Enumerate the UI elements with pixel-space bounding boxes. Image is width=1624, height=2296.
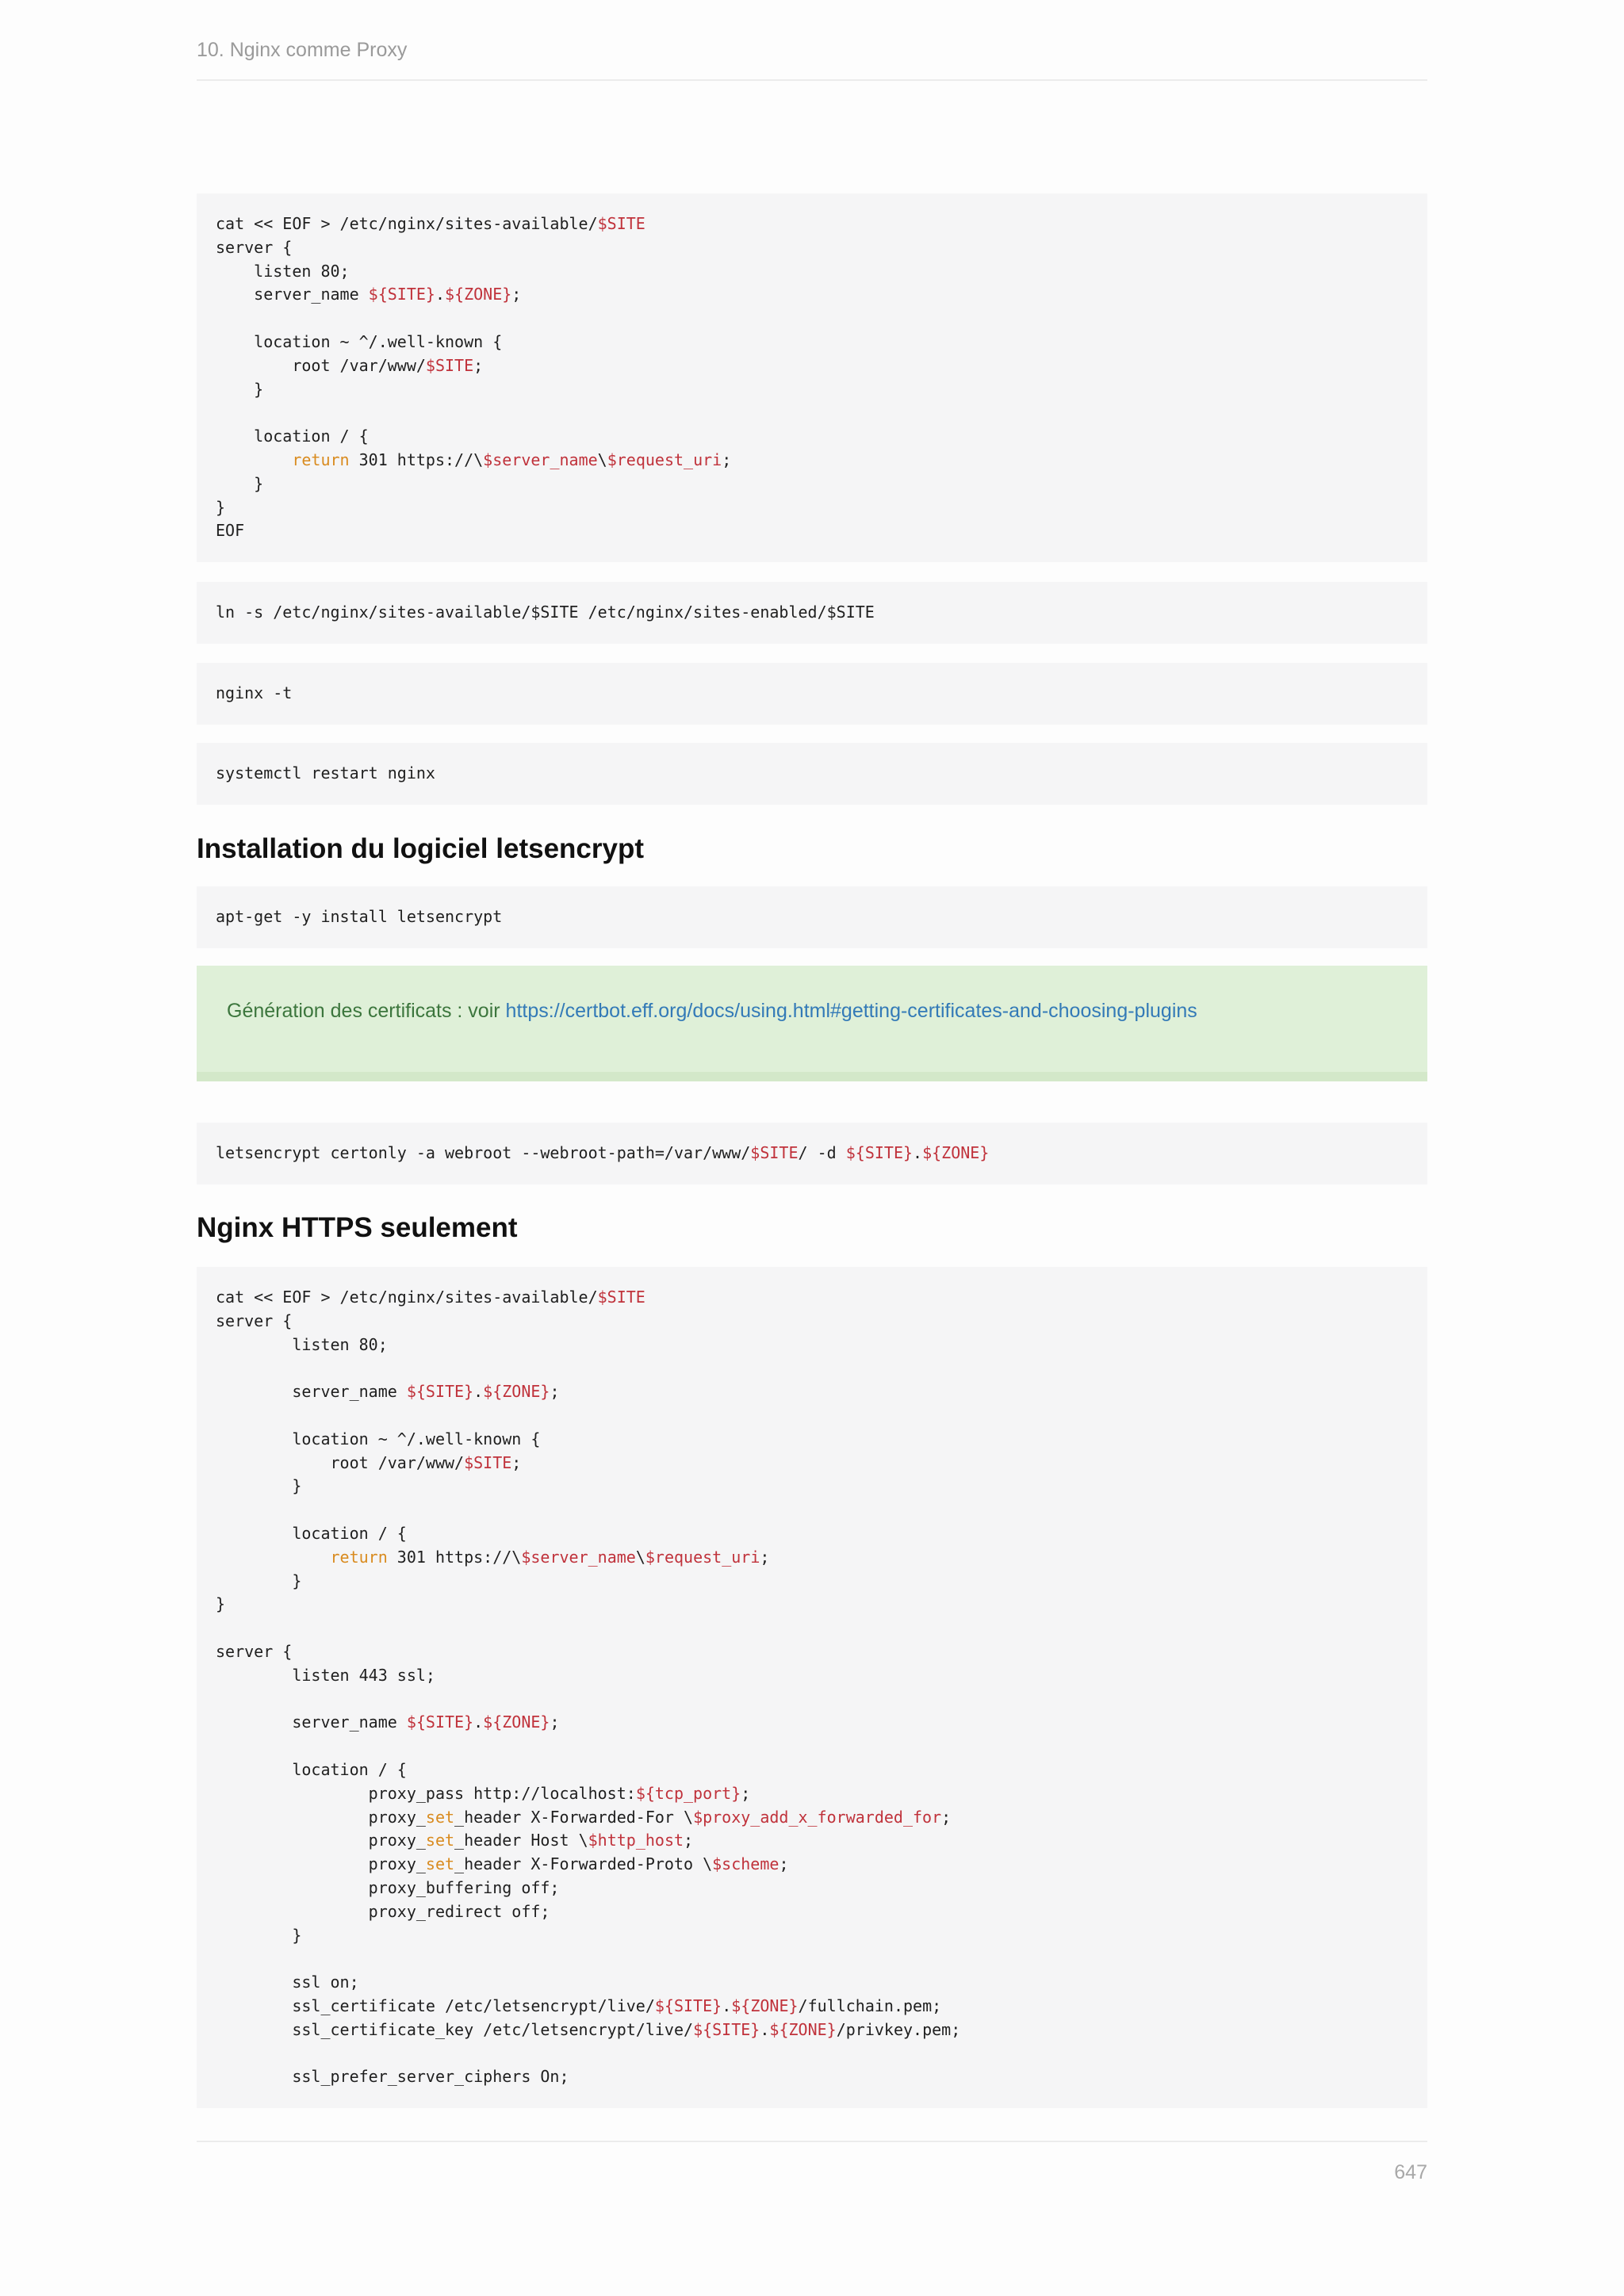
code-line <box>216 331 1408 354</box>
code-variable: ${SITE} <box>406 1712 474 1732</box>
code-text: location ~ ^/.well-known { <box>216 1429 541 1448</box>
code-text: ; <box>550 1712 560 1732</box>
code-line <box>216 1380 1408 1404</box>
code-text: 301 https://\ <box>387 1547 522 1567</box>
code-text: ; <box>511 285 522 304</box>
code-text: server { <box>216 1311 293 1330</box>
code-text: . <box>913 1143 923 1162</box>
code-text: cat << EOF > /etc/nginx/sites-available/ <box>216 1288 598 1307</box>
code-line <box>216 496 1408 520</box>
code-text: letsencrypt certonly -a webroot --webroot-path=/var/www/ <box>216 1143 751 1162</box>
code-text: server_name <box>216 1712 407 1732</box>
code-line <box>216 354 1408 378</box>
code-text: ; <box>760 1547 770 1567</box>
code-line <box>216 2042 1408 2066</box>
code-text: location ~ ^/.well-known { <box>216 331 503 351</box>
code-variable: ${ZONE} <box>483 1382 550 1402</box>
code-text: } <box>216 1925 302 1945</box>
code-text: ; <box>684 1831 694 1850</box>
code-variable: $request_uri <box>607 450 722 469</box>
code-line <box>216 1640 1408 1664</box>
code-text: systemctl restart nginx <box>216 763 435 783</box>
code-line <box>216 1334 1408 1357</box>
code-text: . <box>722 1996 732 2015</box>
code-line <box>216 1617 1408 1640</box>
code-variable: $SITE <box>597 1288 645 1307</box>
code-text: /fullchain.pem; <box>798 1996 942 2015</box>
code-text: \ <box>597 450 607 469</box>
code-variable: ${SITE} <box>654 1996 722 2015</box>
code-variable: $http_host <box>588 1831 684 1850</box>
code-keyword: set <box>425 1831 455 1850</box>
code-text: ; <box>741 1783 751 1803</box>
code-line <box>216 283 1408 307</box>
code-text: ; <box>473 355 484 375</box>
code-line <box>216 307 1408 331</box>
code-block-install-command <box>197 886 1427 948</box>
page-number: 647 <box>1394 2161 1427 2183</box>
code-text <box>216 1548 331 1567</box>
code-line <box>216 1829 1408 1853</box>
code-text <box>216 450 292 469</box>
code-line <box>216 1475 1408 1498</box>
code-text: } <box>216 1476 302 1496</box>
code-line <box>216 1664 1408 1688</box>
code-line <box>216 601 1408 625</box>
code-line <box>216 1522 1408 1546</box>
note-certificates <box>197 966 1427 1081</box>
code-text: } <box>216 1571 302 1590</box>
code-block-redirect-config <box>197 193 1427 562</box>
code-block-https-config <box>197 1267 1427 2108</box>
code-line <box>216 905 1408 929</box>
code-line <box>216 1357 1408 1380</box>
heading-install-letsencrypt: Installation du logiciel letsencrypt <box>197 833 644 864</box>
code-text: proxy_pass http://localhost: <box>216 1783 636 1803</box>
code-variable: $request_uri <box>645 1547 760 1567</box>
code-variable: ${SITE} <box>693 2019 760 2039</box>
code-text: _header Host \ <box>454 1831 588 1850</box>
code-text: proxy_buffering off; <box>216 1877 560 1897</box>
code-line <box>216 1688 1408 1712</box>
page-header <box>197 36 1427 81</box>
code-block-nginx-test-command <box>197 663 1427 725</box>
code-line <box>216 2019 1408 2042</box>
code-text: root /var/www/ <box>216 1452 465 1472</box>
chapter-title: 10. Nginx comme Proxy <box>197 39 408 61</box>
code-text: \ <box>635 1547 645 1567</box>
code-text: listen 80; <box>216 1334 388 1354</box>
code-variable: $SITE <box>597 214 645 233</box>
code-text: ; <box>550 1382 560 1402</box>
code-line <box>216 1947 1408 1971</box>
code-line <box>216 1924 1408 1948</box>
code-line <box>216 1498 1408 1522</box>
code-text: listen 80; <box>216 261 350 281</box>
code-text: . <box>435 285 445 304</box>
code-text: ; <box>779 1854 789 1874</box>
code-line <box>216 1853 1408 1877</box>
code-variable: $SITE <box>425 355 474 375</box>
code-line <box>216 1971 1408 1995</box>
code-text: nginx -t <box>216 683 293 702</box>
code-text: ssl_certificate_key /etc/letsencrypt/live/ <box>216 2019 694 2039</box>
code-line <box>216 2065 1408 2089</box>
code-text: listen 443 ssl; <box>216 1665 435 1685</box>
note-text: Génération des certificats : voir <box>227 1000 506 1022</box>
code-line <box>216 1806 1408 1830</box>
code-variable: ${ZONE} <box>922 1143 990 1162</box>
code-text: proxy_ <box>216 1807 426 1827</box>
code-line <box>216 1570 1408 1594</box>
code-text: apt-get -y install letsencrypt <box>216 907 503 926</box>
code-text: . <box>473 1712 484 1732</box>
code-line <box>216 1593 1408 1617</box>
code-text: . <box>473 1382 484 1402</box>
code-text: ; <box>941 1807 952 1827</box>
code-text: } <box>216 497 226 517</box>
code-text: ln -s /etc/nginx/sites-available/$SITE /etc/nginx/sites-enabled/$SITE <box>216 603 875 622</box>
code-variable: $server_name <box>483 450 598 469</box>
code-text: . <box>760 2019 770 2039</box>
code-line <box>216 1877 1408 1900</box>
code-text: server { <box>216 237 293 257</box>
code-line <box>216 473 1408 496</box>
code-text: EOF <box>216 521 245 541</box>
heading-https-only: Nginx HTTPS seulement <box>197 1212 518 1243</box>
code-text: location / { <box>216 1523 407 1543</box>
code-variable: ${tcp_port} <box>635 1783 741 1803</box>
code-text: proxy_redirect off; <box>216 1901 550 1921</box>
code-block-restart-command <box>197 743 1427 805</box>
code-keyword: set <box>425 1807 455 1827</box>
code-line <box>216 1546 1408 1570</box>
code-text: ssl_certificate /etc/letsencrypt/live/ <box>216 1996 655 2015</box>
code-text: cat << EOF > /etc/nginx/sites-available/ <box>216 214 598 233</box>
code-line <box>216 236 1408 260</box>
code-text: / -d <box>798 1143 846 1162</box>
code-line <box>216 1782 1408 1806</box>
code-line <box>216 378 1408 402</box>
code-line <box>216 401 1408 425</box>
code-variable: ${ZONE} <box>731 1996 799 2015</box>
code-line <box>216 682 1408 706</box>
code-variable: ${SITE} <box>845 1143 914 1162</box>
code-text: } <box>216 473 264 493</box>
code-line <box>216 1452 1408 1475</box>
code-text: server { <box>216 1641 293 1661</box>
page-footer-rule <box>197 2141 1427 2142</box>
code-block-certonly-command <box>197 1123 1427 1184</box>
code-text: ; <box>511 1452 522 1472</box>
code-line <box>216 260 1408 284</box>
code-variable: $SITE <box>464 1452 512 1472</box>
code-text: location / { <box>216 1759 407 1779</box>
code-variable: $SITE <box>750 1143 799 1162</box>
code-line <box>216 519 1408 543</box>
code-line <box>216 1995 1408 2019</box>
code-line <box>216 1711 1408 1735</box>
code-line <box>216 1286 1408 1310</box>
code-block-symlink-command <box>197 582 1427 644</box>
code-line <box>216 1310 1408 1334</box>
code-line <box>216 762 1408 786</box>
code-line <box>216 1900 1408 1924</box>
code-text: } <box>216 1594 226 1614</box>
code-variable: $proxy_add_x_forwarded_for <box>693 1807 942 1827</box>
code-line <box>216 212 1408 236</box>
code-text: proxy_ <box>216 1854 426 1874</box>
code-text: ssl_prefer_server_ciphers On; <box>216 2067 569 2087</box>
code-text: ; <box>722 450 732 469</box>
code-line <box>216 1142 1408 1165</box>
code-variable: ${ZONE} <box>769 2019 837 2039</box>
code-text: ssl on; <box>216 1973 359 1992</box>
code-text: _header X-Forwarded-Proto \ <box>454 1854 713 1874</box>
code-text: server_name <box>216 1382 407 1402</box>
code-variable: $scheme <box>712 1854 779 1874</box>
code-text: } <box>216 379 264 399</box>
code-line <box>216 449 1408 473</box>
code-variable: ${SITE} <box>368 285 435 304</box>
code-line <box>216 1735 1408 1758</box>
code-variable: ${ZONE} <box>483 1712 550 1732</box>
code-line <box>216 1428 1408 1452</box>
code-keyword: return <box>330 1547 388 1567</box>
code-text: /privkey.pem; <box>836 2019 961 2039</box>
code-line <box>216 1758 1408 1782</box>
code-text: server_name <box>216 285 369 304</box>
code-keyword: return <box>292 450 350 469</box>
code-keyword: set <box>425 1854 455 1874</box>
code-line <box>216 1404 1408 1428</box>
code-variable: ${ZONE} <box>445 285 512 304</box>
code-variable: $server_name <box>521 1547 636 1567</box>
code-line <box>216 425 1408 449</box>
code-text: proxy_ <box>216 1831 426 1850</box>
certbot-docs-link[interactable]: https://certbot.eff.org/docs/using.html#getting-certificates-and-choosing-plugins <box>505 1000 1197 1022</box>
code-text: 301 https://\ <box>349 450 484 469</box>
code-text: _header X-Forwarded-For \ <box>454 1807 694 1827</box>
code-variable: ${SITE} <box>406 1382 474 1402</box>
code-text: location / { <box>216 427 369 446</box>
code-text: root /var/www/ <box>216 355 426 375</box>
